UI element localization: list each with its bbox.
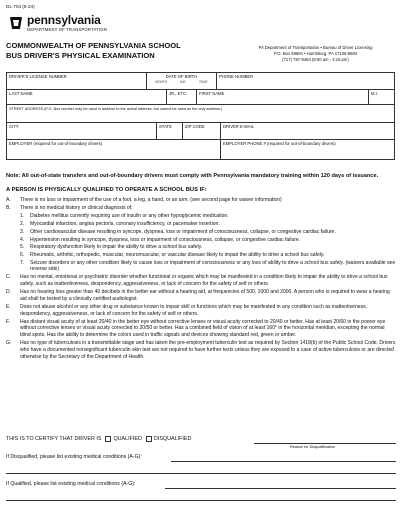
criterion-b7: 7. Seizure disorders or any other condition likely to cause loss or impairment of consciousness or any loss of ability to drive a school bus safely. (waivers available see reverse side) xyxy=(20,259,396,273)
qualified-conditions-line-2[interactable] xyxy=(6,500,396,501)
suffix-field[interactable]: JR., ETC. xyxy=(167,90,197,104)
state-field[interactable]: STATE xyxy=(157,123,183,139)
certification-line xyxy=(6,436,191,442)
criterion-b6: 6. Rheumatic, arthritic, orthopedic, muscular, neuromuscular, or vascular disease likely to impair the ability to drive a school bus safely. xyxy=(20,251,325,258)
criterion-d: D. Has no hearing loss greater than 40 decibels in the better ear without a hearing aid, at frequencies of 500, 1000 and 2000. A person who is required to wear a hearing aid shall be tested by a clinically certified audiologist. xyxy=(6,288,390,302)
reason-for-disqualification-field[interactable] xyxy=(254,443,396,444)
criterion-b2: 2. Myocardial infarction, angina pectoris, coronary insufficiency, or pacemaker insertion. xyxy=(20,221,220,228)
transfer-note: Note: All out-of-state transfers and out-of-boundary drivers must comply with Pennsylvania mandatory training within 120 days of issuance. xyxy=(6,173,379,179)
keystone-icon xyxy=(8,15,24,31)
reason-label: Reason for Disqualification xyxy=(290,445,336,449)
qualified-label: QUALIFIED xyxy=(113,436,142,442)
zip-code-field[interactable]: ZIP CODE xyxy=(183,123,221,139)
last-name-field[interactable]: LAST NAME xyxy=(7,90,167,104)
criterion-e: E. Does not abuse alcohol or any other drug or substance known to impair skill or functions which may be manifested in any condition such as inattentiveness, despondency, aggressiveness, or lack of concern for the safety of self or others. xyxy=(6,303,368,317)
criterion-g: G. Has no type of tuberculosis in a transmittable stage and has taken the pre-employment tuberculin test as required by Section 1418(b) of the Public School Code. Drivers who have a documented nonsignificant tuberculin skin test are not required to have further tests unless they are exposed to a case of active tuberculosis or are directed otherwise by the Secretary of the Department of Health. xyxy=(6,340,396,360)
phone-number-field[interactable]: PHONE NUMBER xyxy=(219,74,254,79)
qualified-conditions-line-1[interactable] xyxy=(165,488,396,489)
license-number-field[interactable]: DRIVER'S LICENSE NUMBER xyxy=(7,73,147,89)
criterion-f: F. Has distant visual acuity of at least 20/40 in the better eye without corrective lenses or visual acuity corrected to 20/40 or better. Has at least 20/60 in the poorer eye without corrective lenses or visual acuity corrected to 20/50 or better. Has a combined field of vision of at least 160° in the horizontal meridian, excepting the normal blind spots. Has the ability to determine the colors used in traffic signals and devices showing standard red, green or amber. xyxy=(6,318,386,339)
form-number: DL-704 (5-24) xyxy=(6,4,35,9)
driver-email-field[interactable]: DRIVER E-MAIL xyxy=(223,124,254,129)
criterion-b5: 5. Respiratory dysfunction likely to impair the ability to drive a school bus safely. xyxy=(20,244,203,251)
disqualified-conditions-line-1[interactable] xyxy=(171,461,396,462)
disqualified-checkbox[interactable] xyxy=(146,436,152,442)
disqualified-conditions-line-2[interactable] xyxy=(6,473,396,474)
first-name-field[interactable]: FIRST NAME xyxy=(197,90,369,104)
employer-field[interactable]: EMPLOYER (required for out-of-boundary drivers) xyxy=(7,140,221,159)
qualified-conditions-label: If Qualified, please list existing medical conditions (A-G): xyxy=(6,481,136,487)
section-heading: A PERSON IS PHYSICALLY QUALIFIED TO OPERATE A SCHOOL BUS IF: xyxy=(6,187,207,193)
logo-wordmark: pennsylvania xyxy=(27,13,101,27)
date-of-birth-field[interactable]: DATE OF BIRTH MONTH DAY YEAR xyxy=(147,73,217,89)
criterion-b3: 3. Other cardiovascular disease resulting in syncope, dyspnea, loss or impairment of consciousness, collapse, or congestive cardiac failure. xyxy=(20,228,336,235)
city-field[interactable]: CITY xyxy=(7,123,157,139)
disqualified-conditions-label: If Disqualified, please list existing medical conditions (A-G): xyxy=(6,454,142,460)
agency-address: PA Department of Transportation • Bureau of Driver Licensing P.O. Box 68684 • Harrisburg, PA 17106-8684 (717) 787-9463 (8:00 am - 4:15 pm) xyxy=(258,45,373,62)
criterion-b1: 1. Diabetes mellitus currently requiring use of insulin or any other hypoglycemic medication. xyxy=(20,213,229,220)
driver-info-grid xyxy=(6,72,395,160)
criterion-b: B. There is no medical history or clinical diagnosis of; xyxy=(6,205,133,212)
criterion-a: A. There is no loss or impairment of the use of a foot, a leg, a hand, or an arm. (see second page for waiver information) xyxy=(6,197,282,203)
certify-text: THIS IS TO CERTIFY THAT DRIVER IS xyxy=(6,436,102,442)
disqualified-label: DISQUALIFIED xyxy=(153,436,192,442)
employer-phone-field[interactable]: EMPLOYER PHONE # (required for out-of-boundary drivers) xyxy=(223,141,336,146)
middle-initial-field[interactable]: M.I. xyxy=(371,91,378,96)
criterion-b4: 4. Hypertension resulting in syncope, dyspnea, loss or impairment of consciousness, collapse, or congestive cardiac failure. xyxy=(20,236,301,243)
qualified-checkbox[interactable] xyxy=(105,436,111,442)
qualification-criteria xyxy=(6,197,396,362)
street-address-field[interactable]: STREET ADDRESS (P.O. Box number may be used in addition to the actual address, but cannot be used as the only address.) xyxy=(9,107,223,111)
criterion-c: C. Has no mental, emotional or psychiatric disorder whether functional or organic which may be manifested in a condition likely to impair the ability to drive a school bus safely, such as inattentiveness, despondency, aggressiveness, or lack of concern for the safety of self or others. xyxy=(6,274,388,287)
penndot-logo xyxy=(8,13,128,37)
logo-subtitle: DEPARTMENT OF TRANSPORTATION xyxy=(27,27,107,32)
form-title: COMMONWEALTH OF PENNSYLVANIA SCHOOL BUS DRIVER'S PHYSICAL EXAMINATION xyxy=(6,41,181,60)
